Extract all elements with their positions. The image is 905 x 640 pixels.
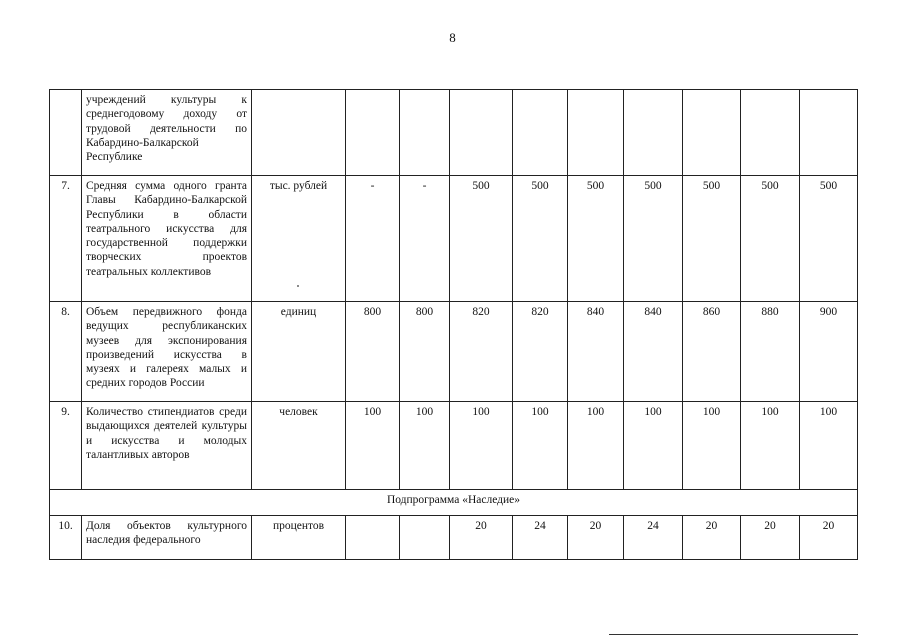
value-cell: 100 [450,402,513,490]
value-cell: 500 [683,176,741,302]
value-cell: 20 [450,516,513,560]
row-number: 10. [50,516,82,560]
subprogram-title: Подпрограмма «Наследие» [50,490,858,516]
indicator-name: учреждений культуры к среднегодовому доходу от трудовой деятельности по Кабардино-Балкарской Республике [82,90,252,176]
value-cell [800,90,858,176]
indicator-name: Доля объектов культурного наследия федерального [82,516,252,560]
value-cell [568,90,624,176]
page-number: 8 [449,30,456,45]
value-cell: 800 [400,302,450,402]
footer-rule [609,634,858,635]
value-cell: 20 [800,516,858,560]
table-row [50,402,858,490]
value-cell: 800 [346,302,400,402]
value-cell: 500 [800,176,858,302]
value-cell: 860 [683,302,741,402]
row-number: 7. [50,176,82,302]
table-row [50,516,858,560]
value-cell: 100 [741,402,800,490]
row-number: 8. [50,302,82,402]
value-cell: 100 [624,402,683,490]
value-cell: 840 [624,302,683,402]
value-cell: 840 [568,302,624,402]
value-cell [346,90,400,176]
value-cell: 820 [513,302,568,402]
value-cell [683,90,741,176]
value-cell: 500 [513,176,568,302]
value-cell: 100 [400,402,450,490]
value-cell [400,90,450,176]
indicator-name: Количество стипендиатов среди выдающихся деятелей культуры и искусства и молодых талантливых авторов [82,402,252,490]
unit-of-measure: единиц [252,302,346,402]
value-cell: 500 [624,176,683,302]
row-number [50,90,82,176]
value-cell: 100 [346,402,400,490]
indicator-name: Средняя сумма одного гранта Главы Кабардино-Балкарской Республики в области театрального искусства для государственной поддержки творческих проектов театральных коллективов [82,176,252,302]
value-cell [513,90,568,176]
value-cell: 500 [741,176,800,302]
unit-of-measure: тыс. рублей [252,176,346,302]
value-cell: 500 [450,176,513,302]
table-row [50,176,858,302]
indicators-table [49,89,858,560]
subprogram-row [50,490,858,516]
value-cell: 24 [513,516,568,560]
value-cell: 500 [568,176,624,302]
value-cell: - [346,176,400,302]
value-cell: 100 [568,402,624,490]
value-cell: 900 [800,302,858,402]
unit-of-measure: человек [252,402,346,490]
indicator-name: Объем передвижного фонда ведущих республиканских музеев для экспонирования произведений искусства в музеях и галереях малых и средних городов России [82,302,252,402]
value-cell: 24 [624,516,683,560]
value-cell [624,90,683,176]
value-cell: 20 [683,516,741,560]
unit-of-measure [252,90,346,176]
table-row [50,90,858,176]
value-cell [450,90,513,176]
value-cell: 100 [683,402,741,490]
value-cell: 100 [513,402,568,490]
value-cell [346,516,400,560]
scan-speck [297,285,299,287]
table-row [50,302,858,402]
unit-of-measure: процентов [252,516,346,560]
value-cell: 880 [741,302,800,402]
value-cell [741,90,800,176]
table-body [50,90,858,560]
value-cell: 100 [800,402,858,490]
value-cell: 820 [450,302,513,402]
value-cell [400,516,450,560]
value-cell: 20 [568,516,624,560]
value-cell: - [400,176,450,302]
value-cell: 20 [741,516,800,560]
row-number: 9. [50,402,82,490]
